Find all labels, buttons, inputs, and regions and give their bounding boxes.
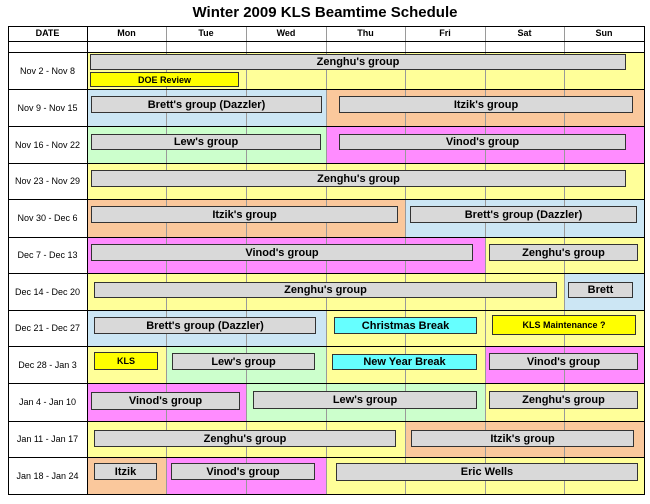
- day-header-thu: Thu: [357, 28, 374, 38]
- bar-lew-w9: Lew's group: [172, 353, 315, 370]
- week-divider: [8, 421, 645, 422]
- bar-itzik-w2: Itzik's group: [339, 96, 633, 113]
- bar-brett-w5: Brett's group (Dazzler): [410, 206, 637, 223]
- bar-zenghu-w11: Zenghu's group: [94, 430, 396, 447]
- bar-vinod-w9: Vinod's group: [489, 353, 638, 370]
- bar-kls: KLS: [94, 352, 158, 370]
- page-title: Winter 2009 KLS Beamtime Schedule: [192, 4, 458, 21]
- bar-zenghu-w1: Zenghu's group: [90, 54, 626, 70]
- week-divider: [8, 89, 645, 90]
- bar-lew-w10: Lew's group: [253, 391, 477, 409]
- header-bottom-border: [8, 41, 645, 42]
- day-header-tue: Tue: [198, 28, 214, 38]
- day-header-fri: Fri: [439, 28, 451, 38]
- week-date-label: Dec 21 - Dec 27: [14, 323, 81, 333]
- week-divider: [8, 199, 645, 200]
- table-top-border: [8, 26, 645, 27]
- week-date-label: Nov 30 - Dec 6: [17, 213, 78, 223]
- bar-vinod-w3: Vinod's group: [339, 134, 626, 150]
- bar-zenghu-w7: Zenghu's group: [94, 282, 557, 298]
- bar-brett-w2: Brett's group (Dazzler): [91, 96, 322, 113]
- bar-eric: Eric Wells: [336, 463, 638, 481]
- bar-vinod-w6: Vinod's group: [91, 244, 473, 261]
- week-date-label: Nov 23 - Nov 29: [14, 176, 81, 186]
- bar-kls-maint: KLS Maintenance ?: [492, 315, 636, 335]
- week-divider: [8, 494, 645, 495]
- bar-brett-w7: Brett: [568, 282, 633, 298]
- week-date-label: Jan 18 - Jan 24: [16, 470, 79, 481]
- bar-zenghu-w4: Zenghu's group: [91, 170, 626, 187]
- week-date-label: Dec 28 - Jan 3: [18, 359, 77, 370]
- week-date-label: Nov 2 - Nov 8: [19, 65, 76, 76]
- bar-vinod-w10: Vinod's group: [91, 392, 240, 410]
- week-divider: [8, 310, 645, 311]
- bar-newyear: New Year Break: [332, 354, 477, 370]
- week-date-label: Dec 7 - Dec 13: [17, 250, 78, 260]
- bar-zenghu-w6: Zenghu's group: [489, 244, 638, 261]
- bar-doe-review: DOE Review: [90, 72, 239, 87]
- week-date-label: Dec 14 - Dec 20: [14, 286, 81, 297]
- bar-itzik-w5: Itzik's group: [91, 206, 398, 223]
- week-divider: [8, 273, 645, 274]
- week-date-label: Nov 9 - Nov 15: [17, 102, 78, 113]
- week-date-label: Jan 11 - Jan 17: [16, 434, 79, 444]
- week-divider: [8, 457, 645, 458]
- week-divider: [8, 163, 645, 164]
- week-divider: [8, 52, 645, 53]
- date-divider: [87, 26, 88, 494]
- week-divider: [8, 383, 645, 384]
- week-divider: [8, 237, 645, 238]
- day-header-wed: Wed: [276, 28, 296, 38]
- bar-itzik-w11: Itzik's group: [411, 430, 634, 447]
- border-left: [8, 26, 9, 494]
- border-right: [644, 26, 645, 494]
- bar-vinod-w12: Vinod's group: [171, 463, 315, 480]
- day-header-sat: Sat: [517, 28, 532, 38]
- bar-lew-w3: Lew's group: [91, 134, 321, 150]
- bar-itzik-w12: Itzik: [94, 463, 157, 480]
- bar-christmas: Christmas Break: [334, 317, 477, 334]
- bar-zenghu-w10: Zenghu's group: [489, 391, 638, 409]
- week-date-label: Nov 16 - Nov 22: [14, 139, 81, 150]
- day-header-sun: Sun: [595, 28, 613, 38]
- day-header-mon: Mon: [117, 28, 136, 38]
- week-divider: [8, 126, 645, 127]
- week-date-label: Jan 4 - Jan 10: [18, 397, 77, 407]
- date-column-header: DATE: [35, 28, 60, 38]
- bar-brett-w8: Brett's group (Dazzler): [94, 317, 316, 334]
- week-divider: [8, 346, 645, 347]
